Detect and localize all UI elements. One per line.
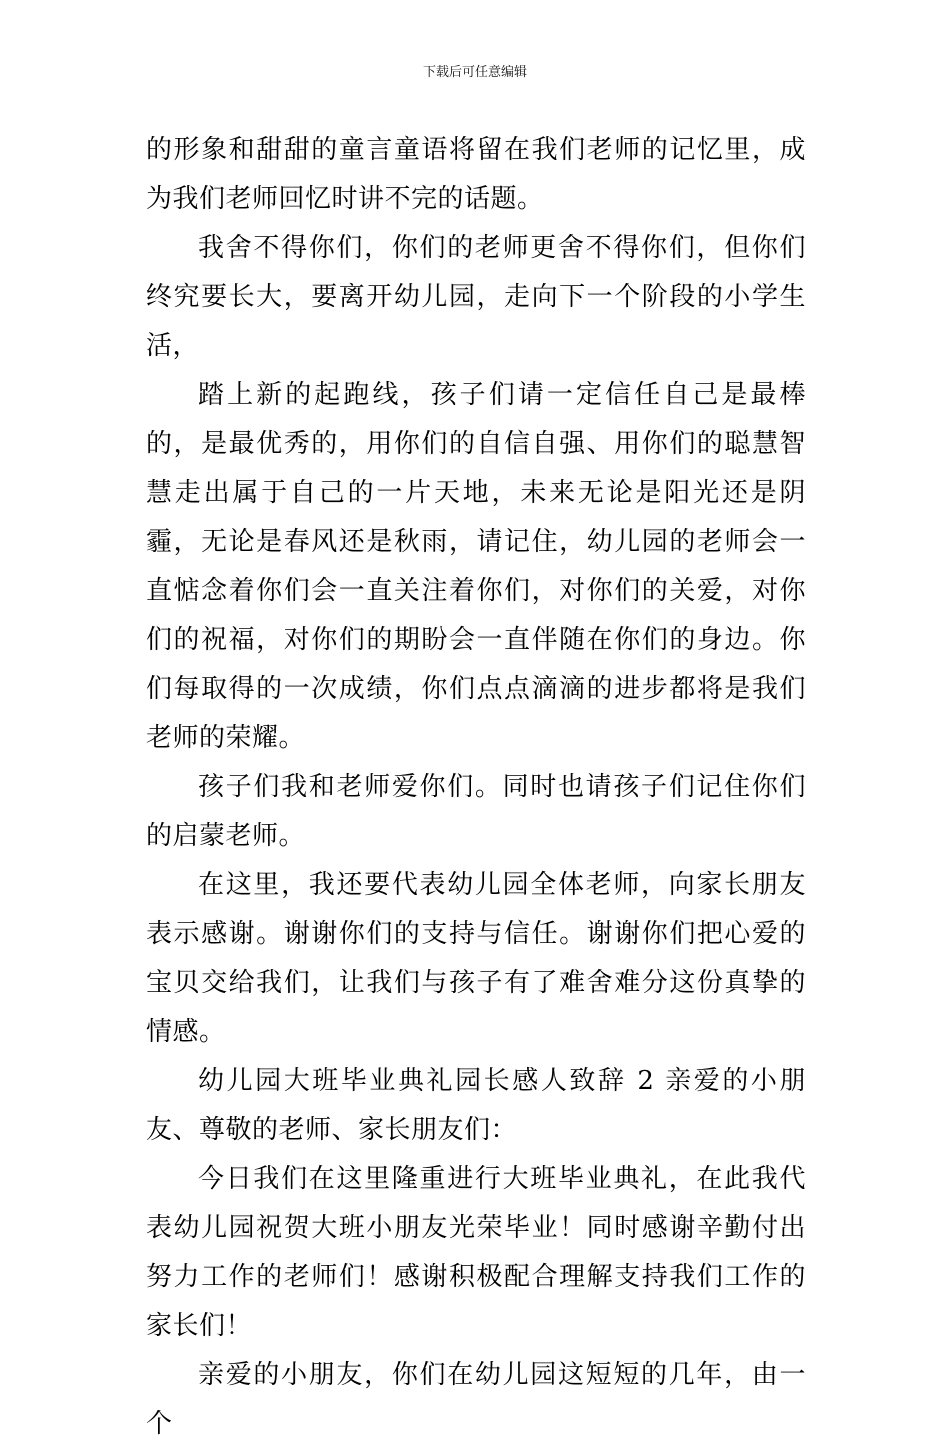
paragraph-5: 在这里，我还要代表幼儿园全体老师，向家长朋友表示感谢。谢谢你们的支持与信任。谢谢你们把心爱的宝贝交给我们，让我们与孩子有了难舍难分这份真挚的情感。: [146, 870, 806, 1047]
paragraph-6: 幼儿园大班毕业典礼园长感人致辞 2 亲爱的小朋友、尊敬的老师、家长朋友们：: [146, 1066, 806, 1145]
paragraph-7: 今日我们在这里隆重进行大班毕业典礼，在此我代表幼儿园祝贺大班小朋友光荣毕业！同时感谢辛勤付出努力工作的老师们！感谢积极配合理解支持我们工作的家长们！: [146, 1164, 806, 1341]
paragraph-8: 亲爱的小朋友，你们在幼儿园这短短的几年，由一个: [146, 1360, 806, 1439]
body-text: [146, 126, 806, 1449]
paragraph-2: 我舍不得你们，你们的老师更舍不得你们，但你们终究要长大，要离开幼儿园，走向下一个阶段的小学生活，: [146, 233, 806, 361]
page-header: 下载后可任意编辑: [422, 65, 527, 80]
paragraph-1: 的形象和甜甜的童言童语将留在我们老师的记忆里，成为我们老师回忆时讲不完的话题。: [146, 135, 806, 214]
paragraph-4: 孩子们我和老师爱你们。同时也请孩子们记住你们的启蒙老师。: [146, 772, 806, 851]
paragraph-3: 踏上新的起跑线，孩子们请一定信任自己是最棒的，是最优秀的，用你们的自信自强、用你们的聪慧智慧走出属于自己的一片天地，未来无论是阳光还是阴霾，无论是春风还是秋雨，请记住，幼儿园的老师会一直惦念着你们会一直关注着你们，对你们的关爱，对你们的祝福，对你们的期盼会一直伴随在你们的身边。你们每取得的一次成绩，你们点点滴滴的进步都将是我们老师的荣耀。: [146, 380, 806, 753]
